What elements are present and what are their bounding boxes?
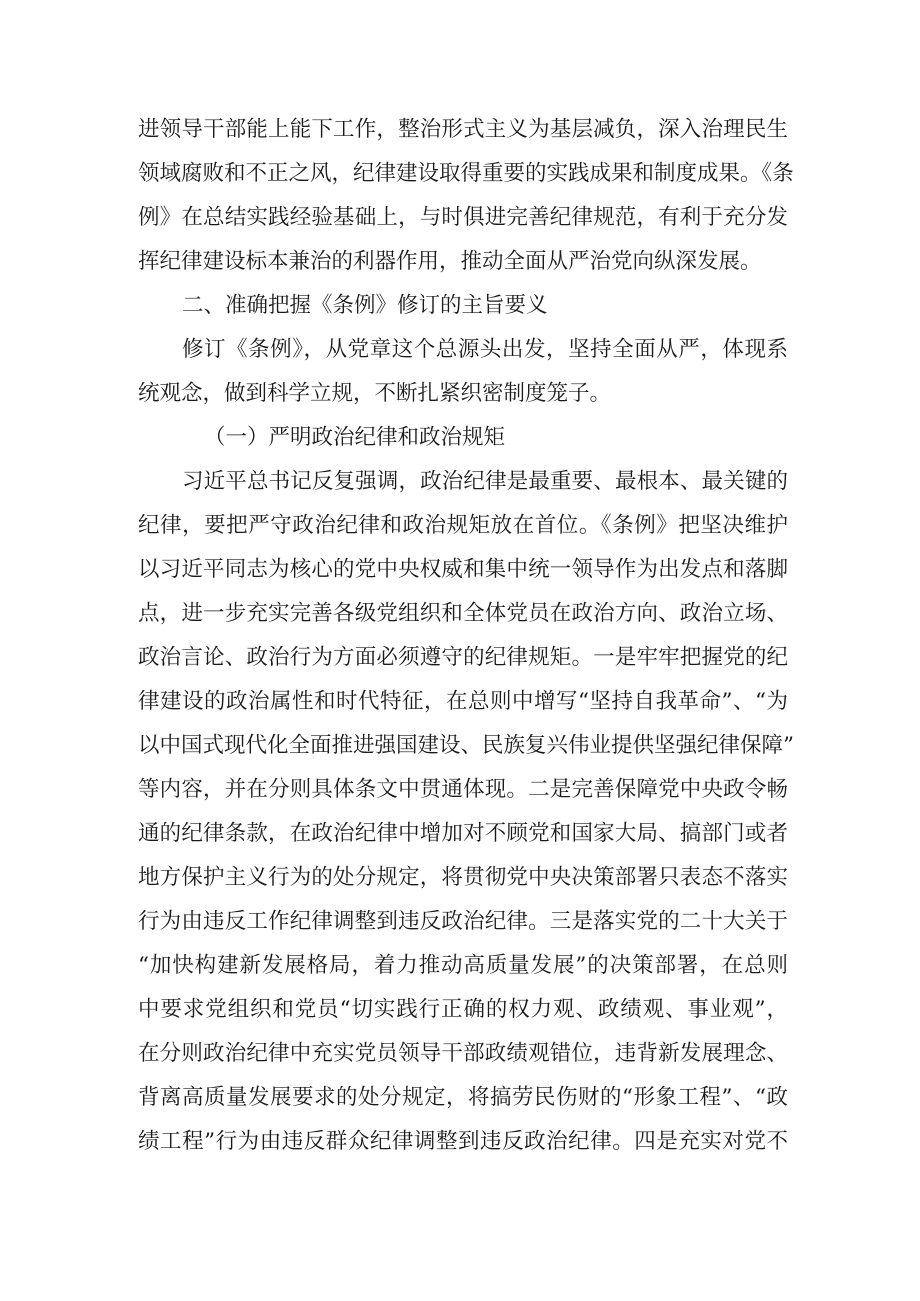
paragraph-line: 通的纪律条款，在政治纪律中增加对不顾党和国家大局、搞部门或者 <box>138 821 788 846</box>
paragraph-line: 统观念，做到科学立规，不断扎紧织密制度笼子。 <box>138 381 612 406</box>
paragraph-line: 例》在总结实践经验基础上，与时俱进完善纪律规范，有利于充分发 <box>138 205 788 230</box>
paragraph-line: 领域腐败和不正之风，纪律建设取得重要的实践成果和制度成果。《条 <box>138 161 794 186</box>
subsection-heading: （一）严明政治纪律和政治规矩 <box>204 425 506 450</box>
paragraph-line: 行为由违反工作纪律调整到违反政治纪律。三是落实党的二十大关于 <box>138 909 788 934</box>
paragraph-line: 背离高质量发展要求的处分规定，将搞劳民伤财的“形象工程”、“政 <box>138 1085 788 1110</box>
section-heading: 二、准确把握《条例》修订的主旨要义 <box>182 293 548 318</box>
paragraph-line: 修订《条例》，从党章这个总源头出发，坚持全面从严，体现系 <box>182 337 788 362</box>
body-text <box>138 108 794 1164</box>
paragraph-line: 习近平总书记反复强调，政治纪律是最重要、最根本、最关键的 <box>182 469 788 494</box>
paragraph-line: 等内容，并在分则具体条文中贯通体现。二是完善保障党中央政令畅 <box>138 777 788 802</box>
paragraph-line: 政治言论、政治行为方面必须遵守的纪律规矩。一是牢牢把握党的纪 <box>138 645 788 670</box>
paragraph-line: 在分则政治纪律中充实党员领导干部政绩观错位，违背新发展理念、 <box>138 1041 788 1066</box>
paragraph-line: 以中国式现代化全面推进强国建设、民族复兴伟业提供坚强纪律保障” <box>138 733 794 758</box>
paragraph-line: 进领导干部能上能下工作，整治形式主义为基层减负，深入治理民生 <box>138 117 788 142</box>
paragraph-line: 纪律，要把严守政治纪律和政治规矩放在首位。《条例》把坚决维护 <box>138 513 788 538</box>
paragraph-line: 地方保护主义行为的处分规定，将贯彻党中央决策部署只表态不落实 <box>138 865 788 890</box>
paragraph-line: 中要求党组织和党员“切实践行正确的权力观、政绩观、事业观”， <box>138 997 788 1022</box>
paragraph-line: 律建设的政治属性和时代特征，在总则中增写“坚持自我革命”、“为 <box>138 689 788 714</box>
paragraph-line: 以习近平同志为核心的党中央权威和集中统一领导作为出发点和落脚 <box>138 557 788 582</box>
paragraph-line: 绩工程”行为由违反群众纪律调整到违反政治纪律。四是充实对党不 <box>138 1129 788 1154</box>
paragraph-line: 点，进一步充实完善各级党组织和全体党员在政治方向、政治立场、 <box>138 601 788 626</box>
paragraph-line: “加快构建新发展格局，着力推动高质量发展”的决策部署，在总则 <box>138 953 788 978</box>
paragraph-line: 挥纪律建设标本兼治的利器作用，推动全面从严治党向纵深发展。 <box>138 249 762 274</box>
